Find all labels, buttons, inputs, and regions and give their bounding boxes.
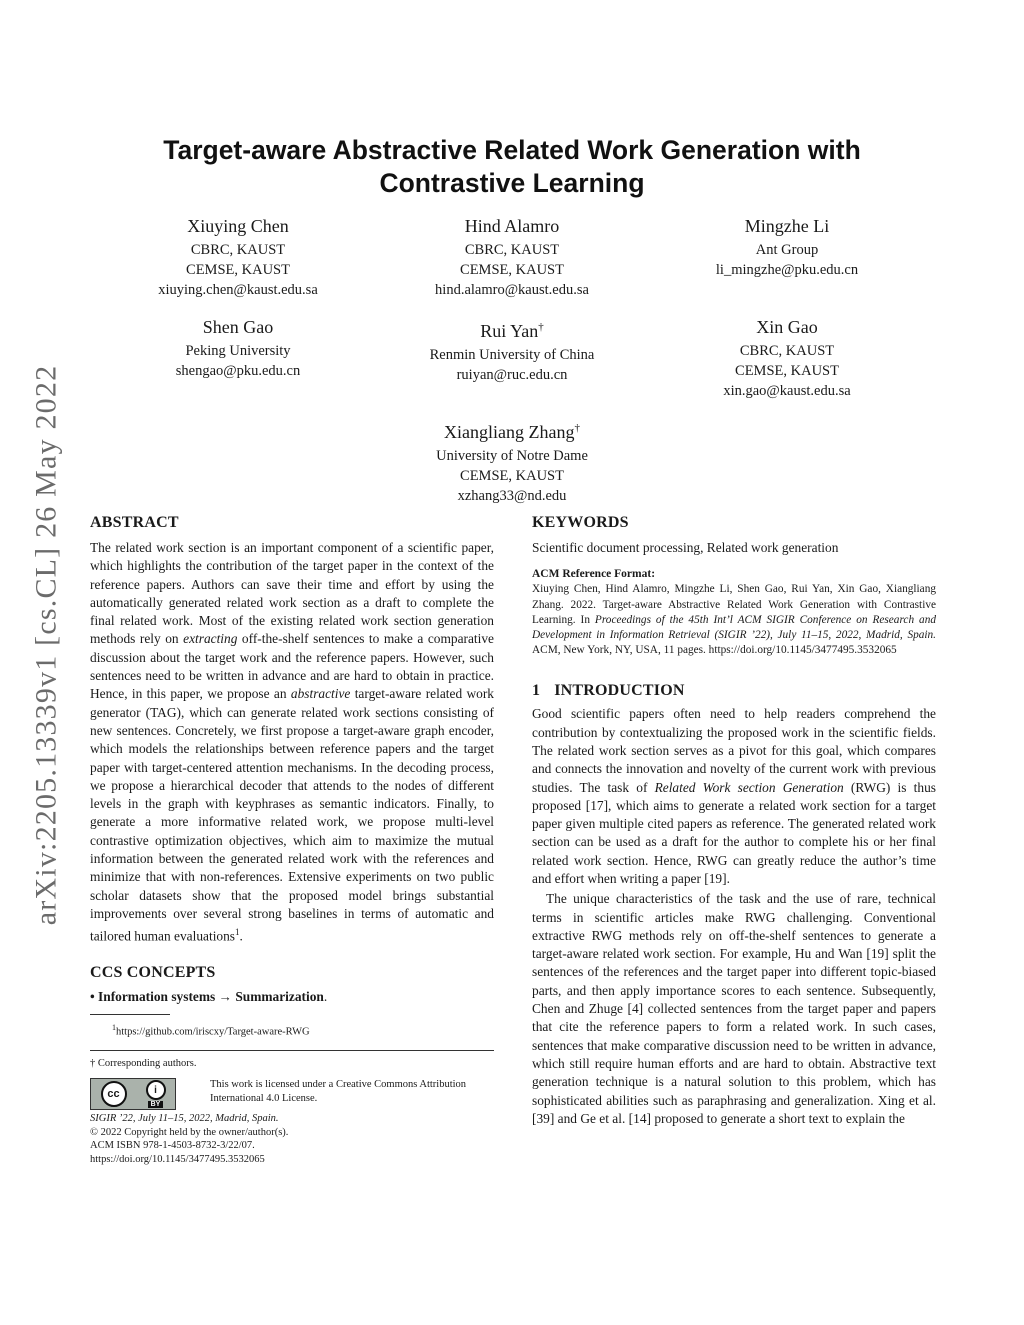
ccs-heading: CCS CONCEPTS <box>90 964 216 981</box>
arrow-icon: → <box>215 989 236 1004</box>
cc-icon: cc <box>101 1081 127 1107</box>
person-icon: i <box>146 1080 166 1100</box>
intro-paragraph-2: The unique characteristics of the task and the use of rare, technical terms in scientific articles make RWG challenging. Conventional extractive RWG methods rely on off-the-shelf sentences to generate a target-aware related work section. For example, Hu and Wan [19] split the sentences of the references and the target paper into different topic-biased parts, and then apply importance scores to each sentence. Subsequently, Chen and Zhuge [4] collected sentences from the target paper and papers that cite the reference papers to form a related work. In such cases, sentences that make comparative discussion need to be written in advance, which still require human efforts and are hard to obtain. Abstractive text generation technique is a natural solution to this problem, which has sophisticated abilities such as paraphrasing and generalization. Xing et al. [39] and Ge et al. [14] proposed to generate a short text to explain the <box>532 891 936 1126</box>
acm-ref-text <box>532 582 936 658</box>
abstract-emphasis: extracting <box>183 631 238 647</box>
paper-title <box>110 134 914 200</box>
footnote-link[interactable]: https://github.com/iriscxy/Target-aware-RWG <box>116 1026 310 1038</box>
abstract-heading: ABSTRACT <box>90 514 179 531</box>
footnote-divider <box>90 1050 494 1051</box>
doi-link[interactable]: https://doi.org/10.1145/3477495.3532065 <box>90 1153 265 1165</box>
author-block <box>637 316 937 401</box>
intro-emphasis: Related Work section Generation <box>654 779 844 795</box>
abstract-text-part: The related work section is an important component of a scientific paper, which highlights the contribution of the target paper in the context of the reference papers. Authors can save their time and effort by using the automatically generated related work section as a draft to complete the final related work. Most of the existing related work section generation methods rely on <box>90 540 494 647</box>
by-group <box>146 1080 166 1108</box>
author-email: ruiyan@ruc.edu.cn <box>456 367 568 383</box>
author-name: Xiangliang Zhang <box>444 422 575 442</box>
author-affiliation: Peking University <box>185 343 291 359</box>
intro-paragraph-1 <box>532 705 936 888</box>
author-block <box>362 316 662 385</box>
author-email: xin.gao@kaust.edu.sa <box>723 383 851 399</box>
section-title: INTRODUCTION <box>554 682 685 700</box>
corresponding-mark: † <box>538 321 544 333</box>
keywords-heading: KEYWORDS <box>532 514 629 531</box>
copyright-block <box>90 1112 494 1166</box>
title-line-2: Contrastive Learning <box>379 168 645 198</box>
right-column <box>532 512 936 1128</box>
license-block <box>90 1078 494 1110</box>
author-affiliation: CEMSE, KAUST <box>186 262 290 278</box>
author-affiliation: Ant Group <box>755 242 819 258</box>
author-name: Mingzhe Li <box>744 216 830 236</box>
author-email: shengao@pku.edu.cn <box>175 363 301 379</box>
license-line: This work is licensed under a Creative Commons Attribution <box>210 1079 467 1090</box>
section-number: 1 <box>532 682 541 700</box>
intro-text-part: Good scientific papers often need to help readers comprehend the contribution by contextualizing the proposed work in the scientific fields. The related work section serves as a pivot for this goal, which compares and connects the innovation and novelty of the current work with previous studies. The task of <box>532 706 936 795</box>
author-block <box>88 215 388 300</box>
acm-ref-venue: Proceedings of the 45th Int’l ACM SIGIR Conference on Research and Development in Information Retrieval (SIGIR ’22), July 11–15, 2022, Madrid, Spain. <box>532 613 936 641</box>
ccs-item: Information systems <box>98 989 216 1004</box>
left-column <box>90 512 494 1166</box>
corresponding-mark: † <box>574 422 580 434</box>
author-block <box>88 316 388 381</box>
ccs-concepts <box>90 988 494 1006</box>
author-name: Xin Gao <box>756 317 818 337</box>
license-text <box>210 1078 466 1105</box>
author-email: li_mingzhe@pku.edu.cn <box>715 262 859 278</box>
footnote-rule <box>90 1014 170 1015</box>
author-affiliation: CBRC, KAUST <box>739 343 835 359</box>
author-name: Xiuying Chen <box>187 216 289 236</box>
ccs-item: Summarization <box>235 989 324 1004</box>
ccs-end: . <box>323 989 328 1004</box>
venue-line: SIGIR ’22, July 11–15, 2022, Madrid, Spain. <box>90 1113 279 1124</box>
author-name: Rui Yan <box>480 321 539 341</box>
footnote-1 <box>90 1021 494 1040</box>
ccs-bullet: • <box>90 989 99 1004</box>
abstract-text <box>90 539 494 946</box>
isbn-line: ACM ISBN 978-1-4503-8732-3/22/07. <box>90 1140 255 1151</box>
corresponding-note: † Corresponding authors. <box>90 1057 197 1069</box>
author-name: Shen Gao <box>202 317 274 337</box>
author-affiliation: Renmin University of China <box>429 347 595 363</box>
abstract-text-end: . <box>239 928 243 944</box>
keywords-text: Scientific document processing, Related work generation <box>532 540 839 555</box>
arxiv-stamp <box>24 345 68 945</box>
author-name: Hind Alamro <box>464 216 560 236</box>
abstract-emphasis: abstractive <box>290 686 351 702</box>
footnote-mark: 1 <box>112 1023 116 1032</box>
copyright-line: © 2022 Copyright held by the owner/author(s). <box>90 1126 289 1138</box>
author-email: xzhang33@nd.edu <box>457 488 567 504</box>
author-affiliation: University of Notre Dame <box>436 448 588 464</box>
author-affiliation: CEMSE, KAUST <box>460 262 564 278</box>
title-line-1: Target-aware Abstractive Related Work Generation with <box>163 135 861 165</box>
author-block <box>637 215 937 280</box>
author-affiliation: CBRC, KAUST <box>464 242 560 258</box>
author-affiliation: CBRC, KAUST <box>190 242 286 258</box>
author-email: xiuying.chen@kaust.edu.sa <box>158 282 318 298</box>
acm-ref-heading: ACM Reference Format: <box>532 568 656 581</box>
by-label: BY <box>148 1101 164 1108</box>
intro-heading <box>532 680 936 702</box>
author-block <box>362 417 662 506</box>
license-line: International 4.0 License. <box>210 1092 318 1104</box>
cc-by-badge-icon[interactable] <box>90 1078 176 1110</box>
abstract-text-part: target-aware related work generator (TAG), which can generate related work sections consisting of new sentences. Concretely, we first propose a target-aware graph encoder, which models the relationships between reference papers and the target paper with target-centered attention mechanisms. In the decoding process, we propose a hierarchical decoder that attends to the nodes of different levels in the graph with keyphrases as semantic indicators. Finally, to generate a more informative related work, we propose multi-level contrastive optimization objectives, which aim to maximize the mutual information between the generated related work with the references and minimize that with non-references. Extensive experiments on two public scholar datasets show that the proposed model brings substantial improvements over several strong baselines in terms of automatic and tailored human evaluations <box>90 686 494 944</box>
author-affiliation: CEMSE, KAUST <box>735 363 839 379</box>
author-affiliation: CEMSE, KAUST <box>460 468 564 484</box>
acm-ref-part: ACM, New York, NY, USA, 11 pages. https://doi.org/10.1145/3477495.3532065 <box>532 644 897 657</box>
author-email: hind.alamro@kaust.edu.sa <box>435 282 589 298</box>
abstract-text-part: off-the-shelf sentences to make a comparative discussion about the target work and the reference papers. However, such sentences need to be written in advance and are hard to obtain in practice. Hence, in this paper, we propose an <box>90 631 494 702</box>
author-block <box>362 215 662 300</box>
arxiv-stamp-text: arXiv:2205.13339v1 [cs.CL] 26 May 2022 <box>29 364 63 926</box>
intro-text-part: (RWG) is thus proposed [17], which aims to generate a related work section for a target paper given multiple cited papers as reference. The generated related work section can be used as a draft for the author to complete his or her final related work section. Hence, RWG can greatly reduce the author’s time and effort when writing a paper [19]. <box>532 779 936 886</box>
footnote-mark: 1 <box>235 927 240 938</box>
acm-ref-part: Xiuying Chen, Hind Alamro, Mingzhe Li, Shen Gao, Rui Yan, Xin Gao, Xiangliang Zhang. 2022. Target-aware Abstractive Related Work Generation with Contrastive Learning. In <box>532 583 936 626</box>
